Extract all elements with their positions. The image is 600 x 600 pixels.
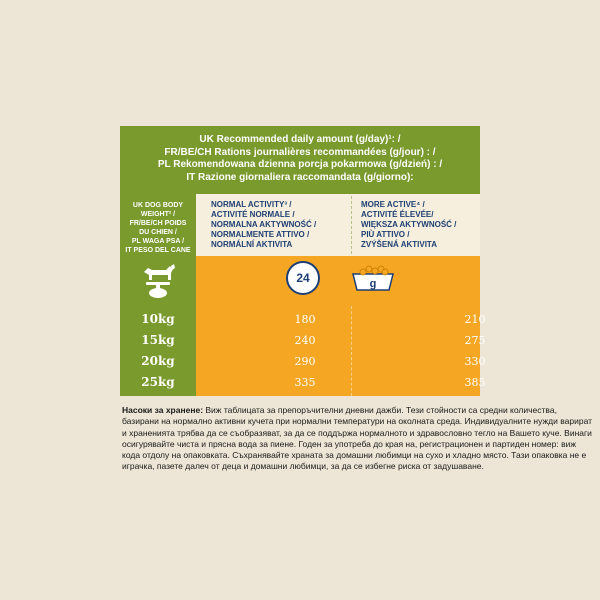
row-normal-amount: 290 [294, 355, 316, 368]
row-weight: 20kg [141, 354, 175, 368]
feeding-table [120, 126, 486, 396]
column-divider [351, 196, 353, 254]
table-row [120, 330, 486, 351]
row-more-amount: 275 [464, 334, 486, 347]
dog-on-scale-icon [140, 260, 176, 304]
row-more-amount: 385 [464, 376, 486, 389]
header-line-pl: PL Rekomendowana dzienna porcja pokarmowa (g/dzień) : / [157, 159, 443, 170]
row-weight: 10kg [141, 312, 175, 326]
normal-activity-line: ACTIVITÉ NORMALE / [211, 210, 295, 219]
table-row [120, 372, 486, 393]
normal-activity-line: NORMALNA AKTYWNOŚĆ / [211, 220, 317, 229]
header-line-it: IT Razione giornaliera raccomandata (g/giorno): [186, 171, 414, 183]
row-weight: 25kg [141, 375, 175, 389]
header-line-fr: FR/BE/CH Rations journalières recommandées (g/jour) : / [164, 146, 436, 158]
more-active-line: WIĘKSZA AKTYWNOŚĆ / [361, 220, 457, 229]
bowl-icon [349, 262, 397, 292]
table-row [120, 309, 486, 330]
feeding-guidelines-title: Насоки за хранене: [122, 405, 204, 415]
bowl-unit-label: g [369, 278, 377, 290]
row-weight: 15kg [141, 333, 175, 347]
normal-activity-line: NORMÁLNÍ AKTIVITA [211, 240, 293, 249]
weight-label-line: WEIGHT² / [140, 211, 176, 218]
table-header [120, 126, 480, 194]
table-row [120, 351, 486, 372]
more-active-line: PIÙ ATTIVO / [361, 230, 410, 239]
row-normal-amount: 335 [294, 376, 316, 389]
more-active-line: ACTIVITÉ ÉLEVÉE/ [361, 210, 434, 219]
row-normal-amount: 240 [294, 334, 316, 347]
weight-label [120, 201, 196, 255]
activity-header [196, 194, 480, 256]
clock-24h-icon: 24 [286, 261, 320, 295]
normal-activity-line: NORMAL ACTIVITY³ / [211, 200, 292, 209]
row-more-amount: 210 [464, 313, 486, 326]
weight-label-line: DU CHIEN / [139, 229, 177, 236]
more-active-label [361, 200, 489, 250]
row-normal-amount: 180 [294, 313, 316, 326]
weight-label-line: IT PESO DEL CANE [125, 247, 191, 254]
normal-activity-line: NORMALMENTE ATTIVO / [211, 230, 310, 239]
more-active-line: ZVÝŠENÁ AKTIVITA [361, 240, 438, 249]
normal-activity-label [211, 200, 339, 250]
feeding-guidelines-body: Виж таблицата за препоръчителни дневни дажби. Тези стойности са средни количества, базирани на нормално активни кучета при нормални температури на околната среда. Индивидуалните нужди варират и храненията трябва да се съобразяват, за да се поддържа нормалното и здравословно тегло на Вашето куче. Винаги осигурявайте чиста и прясна вода за пиене. Годен за употреба до края на, регистрационен и партиден номер: виж кода отдолу на опаковката. Съхранявайте храната за домашни любимци на сухо и хладно място. Тази опаковка не е играчка, пазете далеч от деца и домашни любимци, за да се избегне риска от задушаване. [122, 405, 593, 472]
weight-label-line: FR/BE/CH POIDS [129, 220, 187, 227]
weight-label-line: UK DOG BODY [132, 202, 184, 209]
row-more-amount: 330 [464, 355, 486, 368]
weight-label-line: PL WAGA PSA / [131, 238, 185, 245]
feeding-guidelines-text [122, 405, 594, 473]
header-line-uk: UK Recommended daily amount (g/day)¹: / [199, 134, 401, 145]
more-active-line: MORE ACTIVE⁴ / [361, 200, 425, 209]
